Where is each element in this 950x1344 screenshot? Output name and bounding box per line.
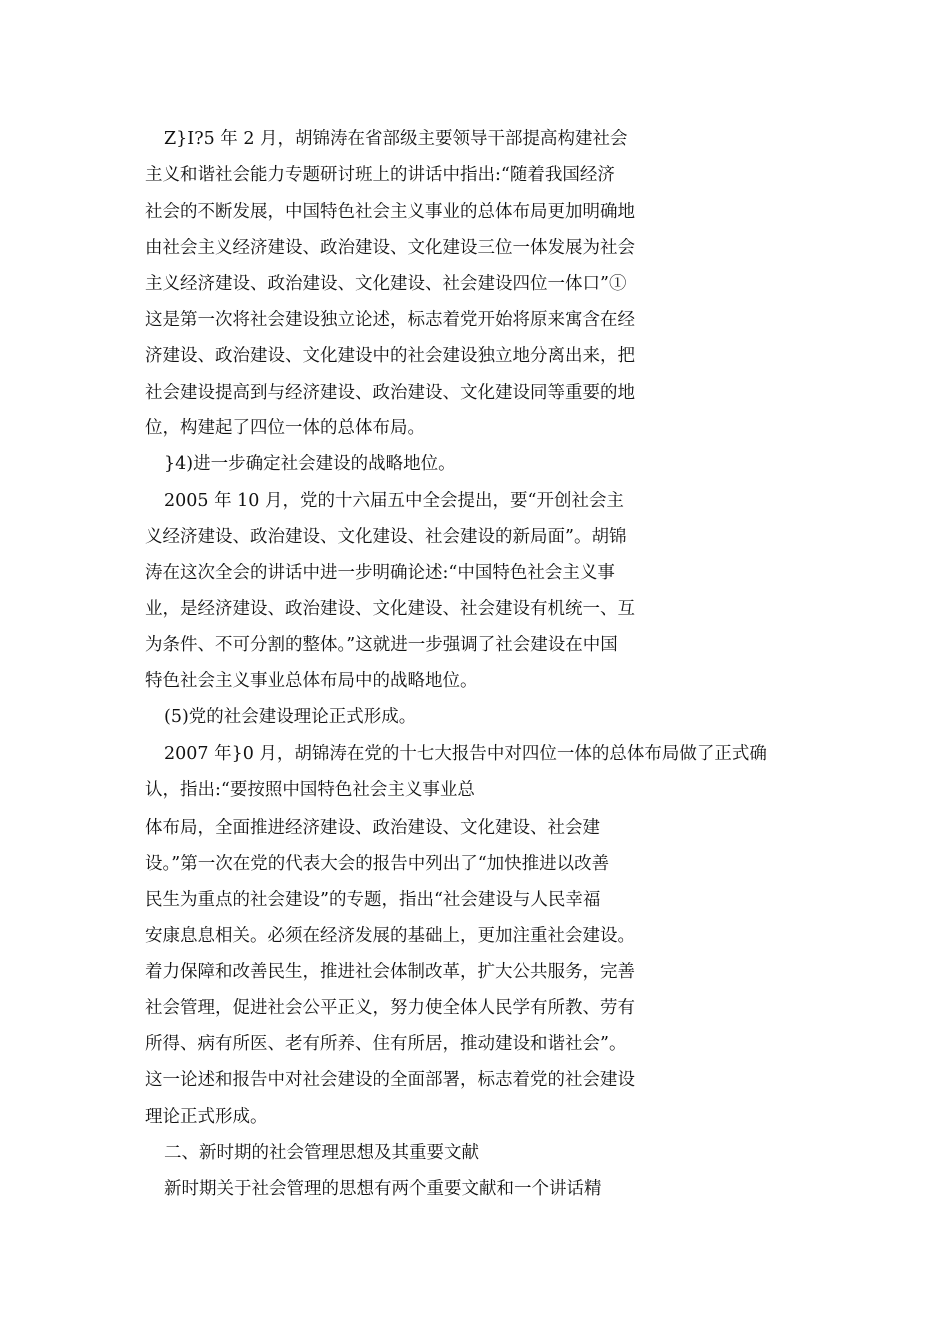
text-line: 这是第一次将社会建设独立论述，标志着党开始将原来寓含在经 — [145, 310, 635, 330]
text-line: 着力保障和改善民生，推进社会体制改革，扩大公共服务，完善 — [145, 962, 635, 982]
text-line: 所得、病有所医、老有所养、住有所居，推动建设和谐社会”。 — [145, 1034, 627, 1054]
text-line: 2007 年}0 月，胡锦涛在党的十七大报告中对四位一体的总体布局做了正式确 — [164, 744, 767, 764]
text-line: 义经济建设、政治建设、文化建设、社会建设的新局面”。胡锦 — [145, 527, 627, 547]
text-line: 社会建设提高到与经济建设、政治建设、文化建设同等重要的地 — [145, 383, 635, 403]
text-line: 新时期关于社会管理的思想有两个重要文献和一个讲话精 — [164, 1179, 602, 1199]
text-line: 特色社会主义事业总体布局中的战略地位。 — [145, 671, 478, 691]
text-line: 设。”第一次在党的代表大会的报告中列出了“加快推进以改善 — [145, 854, 610, 874]
text-line: (5)党的社会建设理论正式形成。 — [164, 707, 417, 727]
text-line: }4)进一步确定社会建设的战略地位。 — [164, 454, 456, 474]
section-heading: 二、新时期的社会管理思想及其重要文献 — [164, 1143, 479, 1163]
text-line: 业，是经济建设、政治建设、文化建设、社会建设有机统一、互 — [145, 599, 635, 619]
text-line: 2005 年 10 月，党的十六届五中全会提出，要“开创社会主 — [164, 491, 624, 511]
text-line: 涛在这次全会的讲话中进一步明确论述:“中国特色社会主义事 — [145, 563, 615, 583]
text-line: 主义和谐社会能力专题研讨班上的讲话中指出:“随着我国经济 — [145, 165, 615, 185]
text-line: 安康息息相关。必须在经济发展的基础上，更加注重社会建设。 — [145, 926, 635, 946]
text-line: 济建设、政治建设、文化建设中的社会建设独立地分离出来，把 — [145, 346, 635, 366]
text-line: 社会管理，促进社会公平正义，努力使全体人民学有所教、劳有 — [145, 998, 635, 1018]
text-line: 民生为重点的社会建设”的专题，指出“社会建设与人民幸福 — [145, 890, 601, 910]
text-line: 理论正式形成。 — [145, 1107, 268, 1127]
text-line: 体布局，全面推进经济建设、政治建设、文化建设、社会建 — [145, 818, 600, 838]
text-line: 这一论述和报告中对社会建设的全面部署，标志着党的社会建设 — [145, 1070, 635, 1090]
text-line: Z}I?5 年 2 月，胡锦涛在省部级主要领导干部提高构建社会 — [164, 129, 628, 149]
text-line: 由社会主义经济建设、政治建设、文化建设三位一体发展为社会 — [145, 238, 635, 258]
text-line: 主义经济建设、政治建设、文化建设、社会建设四位一体口”① — [145, 274, 627, 294]
text-line: 为条件、不可分割的整体。”这就进一步强调了社会建设在中国 — [145, 635, 618, 655]
text-line: 位，构建起了四位一体的总体布局。 — [145, 418, 425, 438]
text-line: 社会的不断发展，中国特色社会主义事业的总体布局更加明确地 — [145, 202, 635, 222]
text-line: 认，指出:“要按照中国特色社会主义事业总 — [145, 780, 475, 800]
